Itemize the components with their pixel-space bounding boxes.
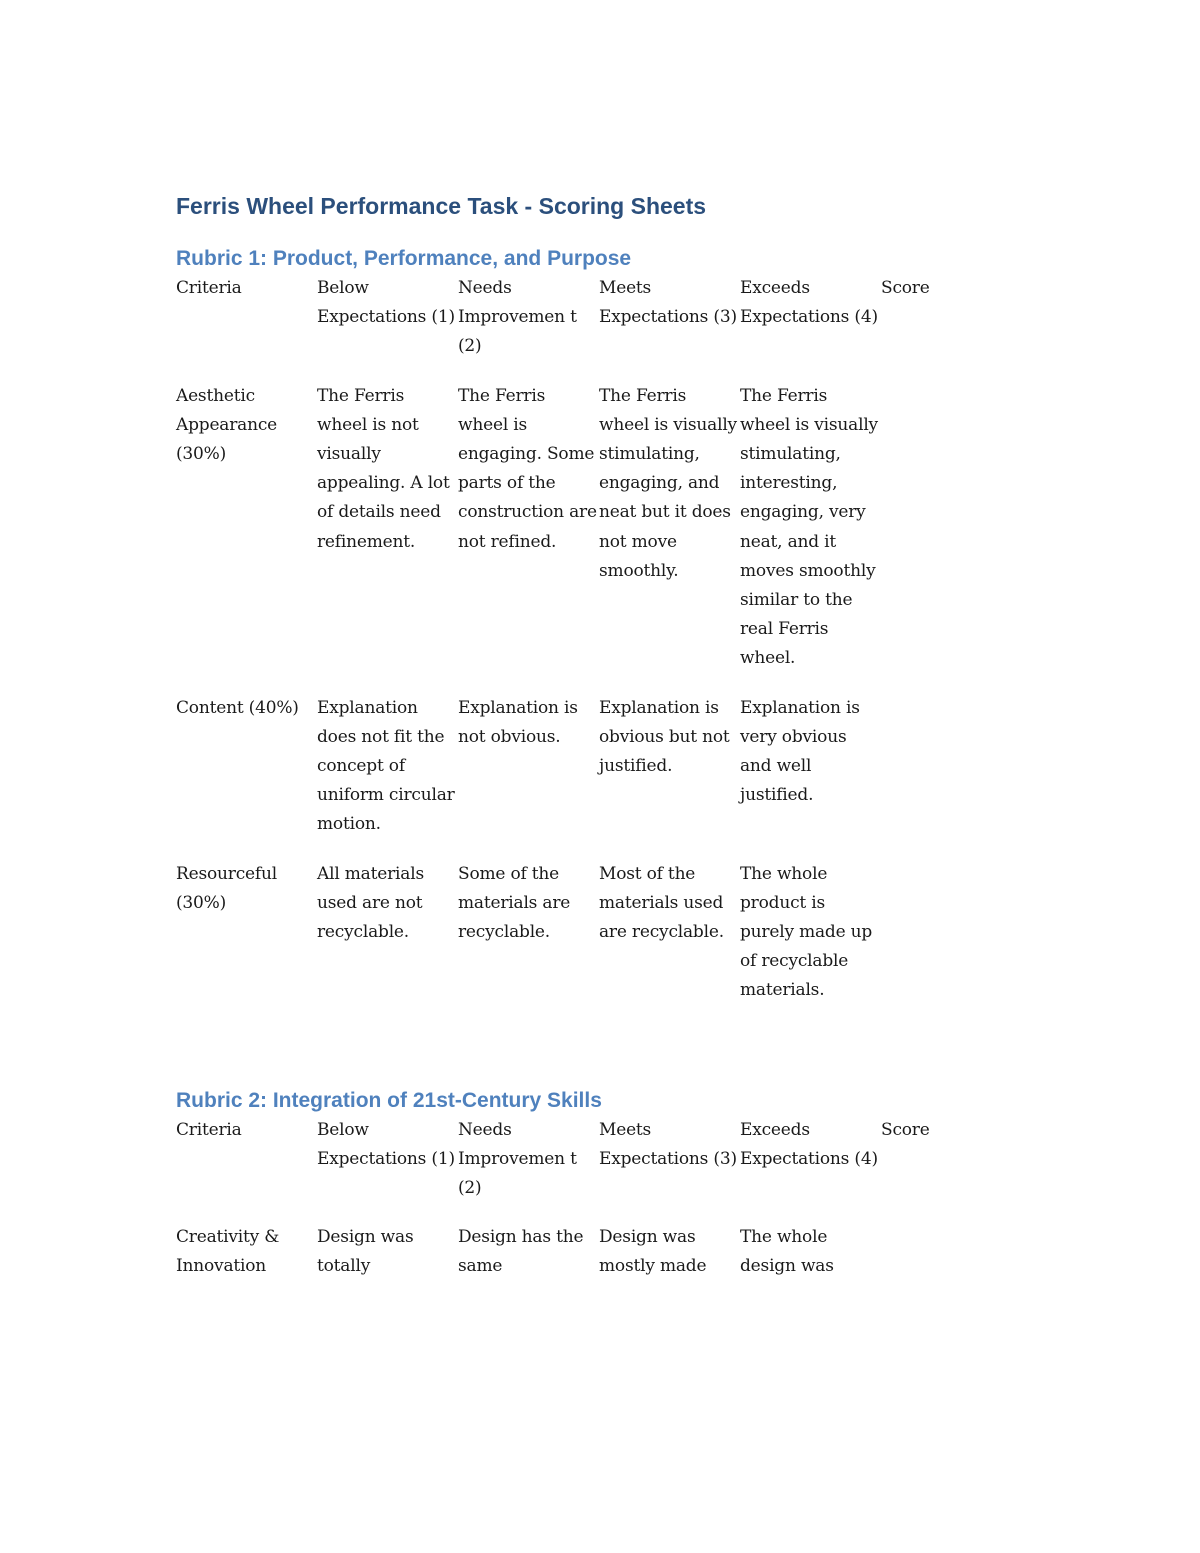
document-title: Ferris Wheel Performance Task - Scoring Sheets [176, 193, 707, 219]
table-row [176, 860, 1022, 1026]
header-criteria: Criteria [176, 1119, 242, 1140]
needs-cell: Some of the materials are recyclable. [458, 863, 571, 943]
below-cell: Design was totally [317, 1227, 414, 1277]
rubric2-header-row [176, 1116, 1022, 1224]
score-cell [881, 382, 1022, 694]
header-needs: Needs Improvemen t (2) [458, 1119, 577, 1199]
rubric1-title: Rubric 1: Product, Performance, and Purpose [176, 247, 632, 270]
meets-cell: Explanation is obvious but not justified. [599, 697, 730, 777]
header-score: Score [881, 1119, 930, 1140]
header-exceeds: Exceeds Expectations (4) [740, 278, 878, 328]
exceeds-cell: The whole design was [740, 1227, 834, 1277]
header-criteria: Criteria [176, 278, 242, 298]
needs-cell: Explanation is not obvious. [458, 697, 578, 747]
needs-cell: Design has the same [458, 1227, 584, 1277]
header-score: Score [881, 278, 930, 298]
header-needs: Needs Improvemen t (2) [458, 278, 577, 357]
header-below: Below Expectations (1) [317, 1119, 455, 1169]
rubric1-table [176, 274, 1022, 1026]
header-meets: Meets Expectations (3) [599, 278, 737, 328]
meets-cell: Most of the materials used are recyclable. [599, 863, 724, 943]
rubric1-header-row [176, 274, 1022, 382]
document-page [176, 188, 1036, 1302]
criteria-cell: Aesthetic Appearance (30%) [176, 385, 278, 465]
header-below: Below Expectations (1) [317, 278, 455, 328]
header-meets: Meets Expectations (3) [599, 1119, 737, 1169]
exceeds-cell: The whole product is purely made up of recyclable materials. [740, 863, 873, 1001]
score-cell [881, 694, 1022, 860]
table-row [176, 1223, 1022, 1301]
meets-cell: The Ferris wheel is visually stimulating, engaging, and neat but it does not move smoothly. [599, 385, 737, 581]
criteria-cell: Content (40%) [176, 697, 299, 718]
criteria-cell: Creativity & Innovation [176, 1227, 280, 1277]
exceeds-cell: The Ferris wheel is visually stimulating, interesting, engaging, very neat, and it moves smoothly similar to the real Ferris wheel. [740, 385, 878, 669]
below-cell: Explanation does not fit the concept of uniform circular motion. [317, 697, 455, 835]
header-exceeds: Exceeds Expectations (4) [740, 1119, 878, 1169]
meets-cell: Design was mostly made [599, 1227, 707, 1277]
rubric2-table [176, 1116, 1022, 1302]
rubric2-title: Rubric 2: Integration of 21st-Century Skills [176, 1088, 602, 1112]
criteria-cell: Resourceful (30%) [176, 863, 277, 913]
needs-cell: The Ferris wheel is engaging. Some parts of the construction are not refined. [458, 385, 597, 552]
score-cell [881, 860, 1022, 1026]
below-cell: All materials used are not recyclable. [317, 863, 424, 943]
section-spacer [176, 1026, 1036, 1084]
table-row [176, 382, 1022, 694]
table-row [176, 694, 1022, 860]
score-cell [881, 1223, 1022, 1301]
exceeds-cell: Explanation is very obvious and well justified. [740, 697, 860, 806]
below-cell: The Ferris wheel is not visually appealing. A lot of details need refinement. [317, 385, 450, 552]
